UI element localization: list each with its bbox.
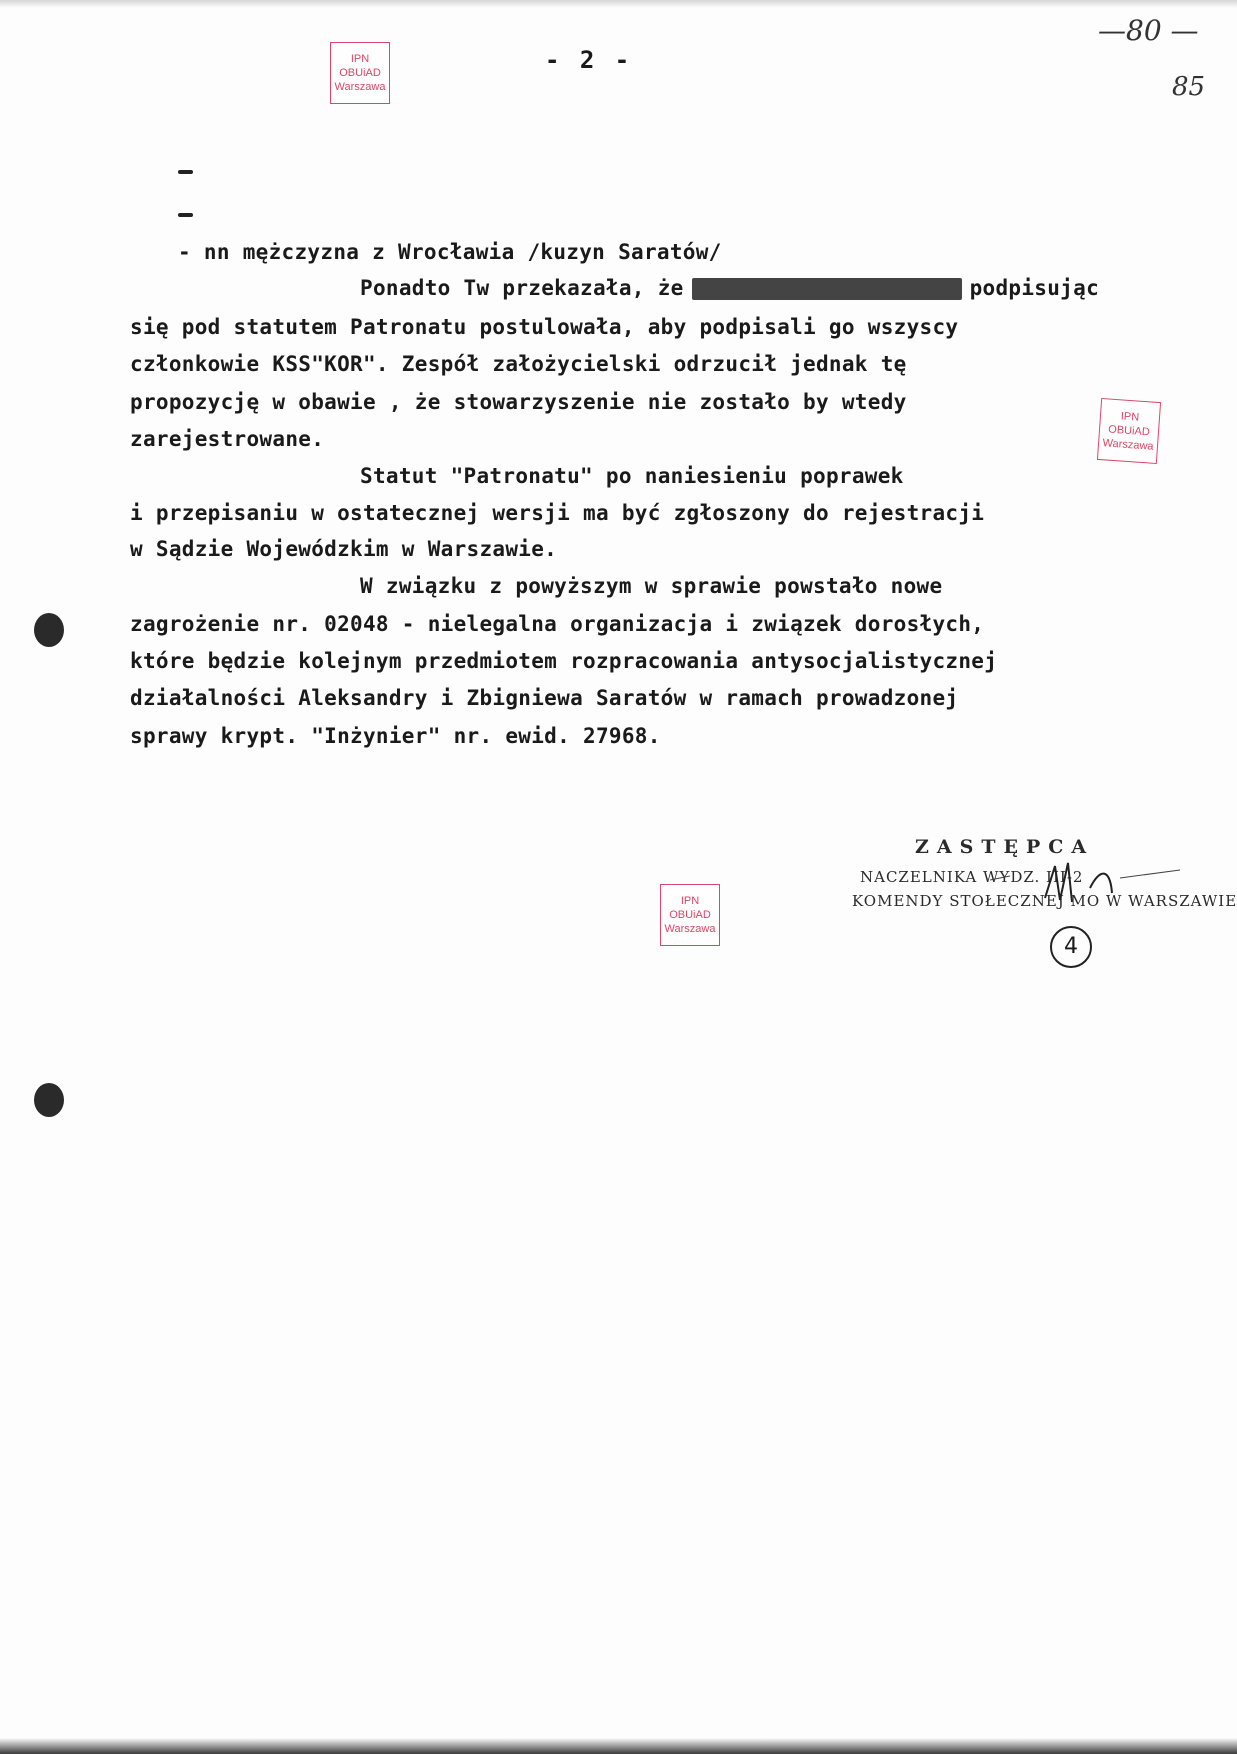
stamp-line: OBUiAD — [339, 67, 381, 79]
body-text: podpisując — [969, 276, 1100, 300]
scan-top-edge — [0, 0, 1237, 8]
archive-stamp — [330, 42, 390, 104]
body-line: zarejestrowane. — [130, 427, 325, 451]
body-line: w Sądzie Wojewódzkim w Warszawie. — [130, 537, 558, 561]
stamp-line: Warszawa — [1102, 437, 1154, 453]
body-line: i przepisaniu w ostatecznej wersji ma być zgłoszony do rejestracji — [130, 501, 985, 525]
punch-hole — [34, 1083, 64, 1117]
body-line: Statut "Patronatu" po naniesieniu poprawek — [360, 464, 904, 488]
handwritten-signature — [850, 858, 1190, 908]
stamp-line: Warszawa — [664, 923, 716, 935]
stamp-line: IPN — [1120, 410, 1140, 424]
redaction-bar — [692, 278, 962, 300]
list-dash-mark — [178, 213, 193, 217]
scan-bottom-edge — [0, 1738, 1237, 1754]
archive-stamp — [660, 884, 720, 946]
body-line-with-redaction — [360, 276, 1099, 300]
handwritten-folio-number: —80 — — [1098, 14, 1199, 47]
body-line: W związku z powyższym w sprawie powstało nowe — [360, 574, 943, 598]
archive-stamp — [1097, 398, 1161, 464]
body-line: członkowie KSS"KOR". Zespół założycielski odrzucił jednak tę — [130, 352, 907, 376]
handwritten-circled-number: 4 — [1050, 926, 1092, 968]
body-line: które będzie kolejnym przedmiotem rozpracowania antysocjalistycznej — [130, 649, 998, 673]
signature-office-line: KOMENDY STOŁECZNEJ MO W WARSZAWIE — [852, 892, 1237, 910]
body-line: zagrożenie nr. 02048 - nielegalna organizacja i związek dorosłych, — [130, 612, 985, 636]
signature-office-line: NACZELNIKA WYDZ. III-2 — [860, 868, 1084, 886]
body-line: się pod statutem Patronatu postulowała, aby podpisali go wszyscy — [130, 315, 959, 339]
stamp-line: Warszawa — [334, 81, 386, 93]
body-line: - nn mężczyzna z Wrocławia /kuzyn Saratów/ — [178, 240, 722, 264]
body-line: działalności Aleksandry i Zbigniewa Saratów w ramach prowadzonej — [130, 686, 959, 710]
page-number: - 2 - — [545, 46, 633, 74]
handwritten-page-number: 85 — [1172, 72, 1206, 102]
stamp-line: OBUiAD — [669, 909, 711, 921]
signature-title: ZASTĘPCA — [915, 836, 1095, 858]
stamp-line: IPN — [350, 53, 370, 65]
list-dash-mark — [178, 170, 193, 174]
stamp-line: IPN — [680, 895, 700, 907]
stamp-line: OBUiAD — [1107, 423, 1151, 439]
body-line: propozycję w obawie , że stowarzyszenie nie zostało by wtedy — [130, 390, 907, 414]
body-line: sprawy krypt. "Inżynier" nr. ewid. 27968. — [130, 724, 661, 748]
body-text: Ponadto Tw przekazała, że — [360, 276, 684, 300]
punch-hole — [34, 613, 64, 647]
